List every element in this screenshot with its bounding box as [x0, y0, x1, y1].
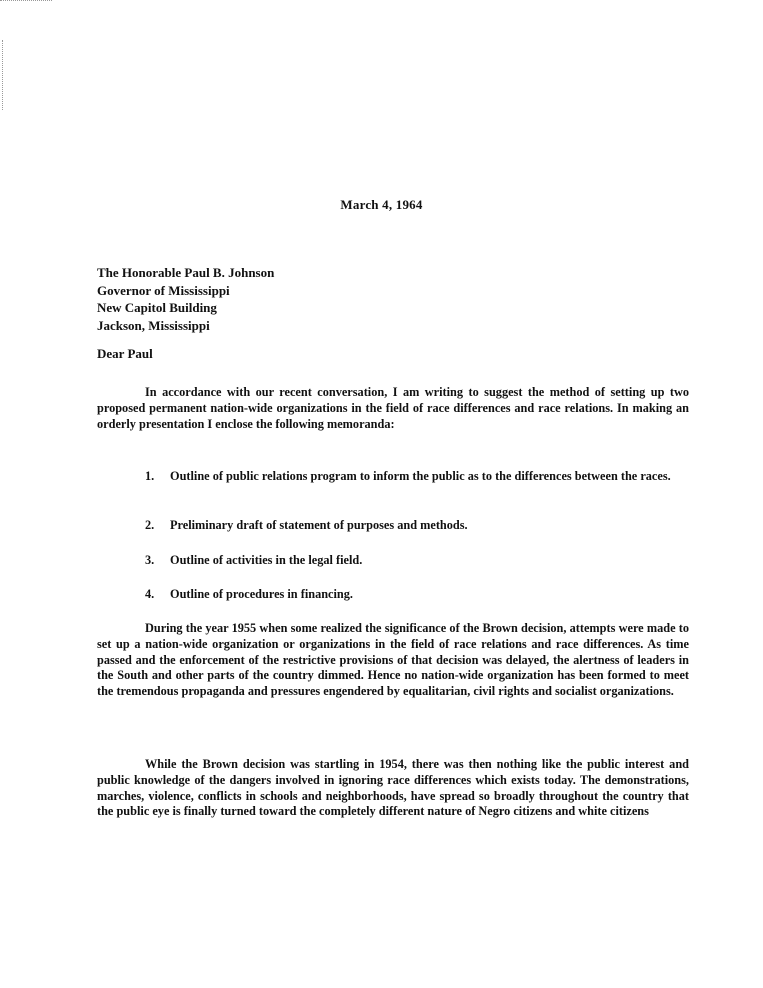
scan-edge-mark-left — [2, 40, 4, 110]
memorandum-number: 4. — [145, 587, 155, 601]
body-paragraph-3: While the Brown decision was startling in 1954, there was then nothing like the public interest and public knowledge of the dangers involved in ignoring race differences which exists today. The demonstrations, marches, violence, conflicts in schools and neighborhoods, have spread so broadly throughout the country that the public eye is finally turned toward the completely different nature of Negro citizens and white citizens — [97, 757, 689, 819]
address-line: The Honorable Paul B. Johnson — [97, 265, 275, 280]
address-line: Jackson, Mississippi — [97, 317, 210, 333]
body-paragraph-2: During the year 1955 when some realized the significance of the Brown decision, attempts were made to set up a nation-wide organization or organizations in the field of race relations and race differences. As time passed and the enforcement of the restrictive provisions of that decision was delayed, the alertness of leaders in the South and other parts of the country dimmed. Hence no nation-wide organization has been formed to meet the tremendous propaganda and pressures engendered by equalitarian, civil rights and socialist organizations. — [97, 621, 689, 699]
address-line: New Capitol Building — [97, 300, 217, 315]
letter-date: March 4, 1964 — [340, 197, 423, 212]
body-paragraph-1: In accordance with our recent conversation, I am writing to suggest the method of setting up two proposed permanent nation-wide organizations in the field of race differences and race relations. In making an orderly presentation I enclose the following memoranda: — [97, 385, 689, 431]
memorandum-item — [145, 553, 690, 569]
scan-edge-mark-top — [0, 0, 52, 2]
recipient-address — [97, 264, 274, 334]
memorandum-number: 3. — [145, 553, 155, 567]
salutation: Dear Paul — [97, 346, 153, 361]
memorandum-text: Preliminary draft of statement of purposes and methods. — [170, 518, 468, 532]
memorandum-number: 2. — [145, 518, 155, 532]
memorandum-item — [145, 469, 690, 485]
memorandum-item — [145, 518, 690, 534]
memorandum-text: Outline of procedures in financing. — [170, 587, 353, 601]
memorandum-text: Outline of public relations program to inform the public as to the differences between the races. — [170, 469, 671, 483]
memorandum-item — [145, 587, 690, 603]
memorandum-text: Outline of activities in the legal field. — [170, 553, 363, 567]
memorandum-number: 1. — [145, 469, 155, 483]
address-line: Governor of Mississippi — [97, 282, 230, 298]
